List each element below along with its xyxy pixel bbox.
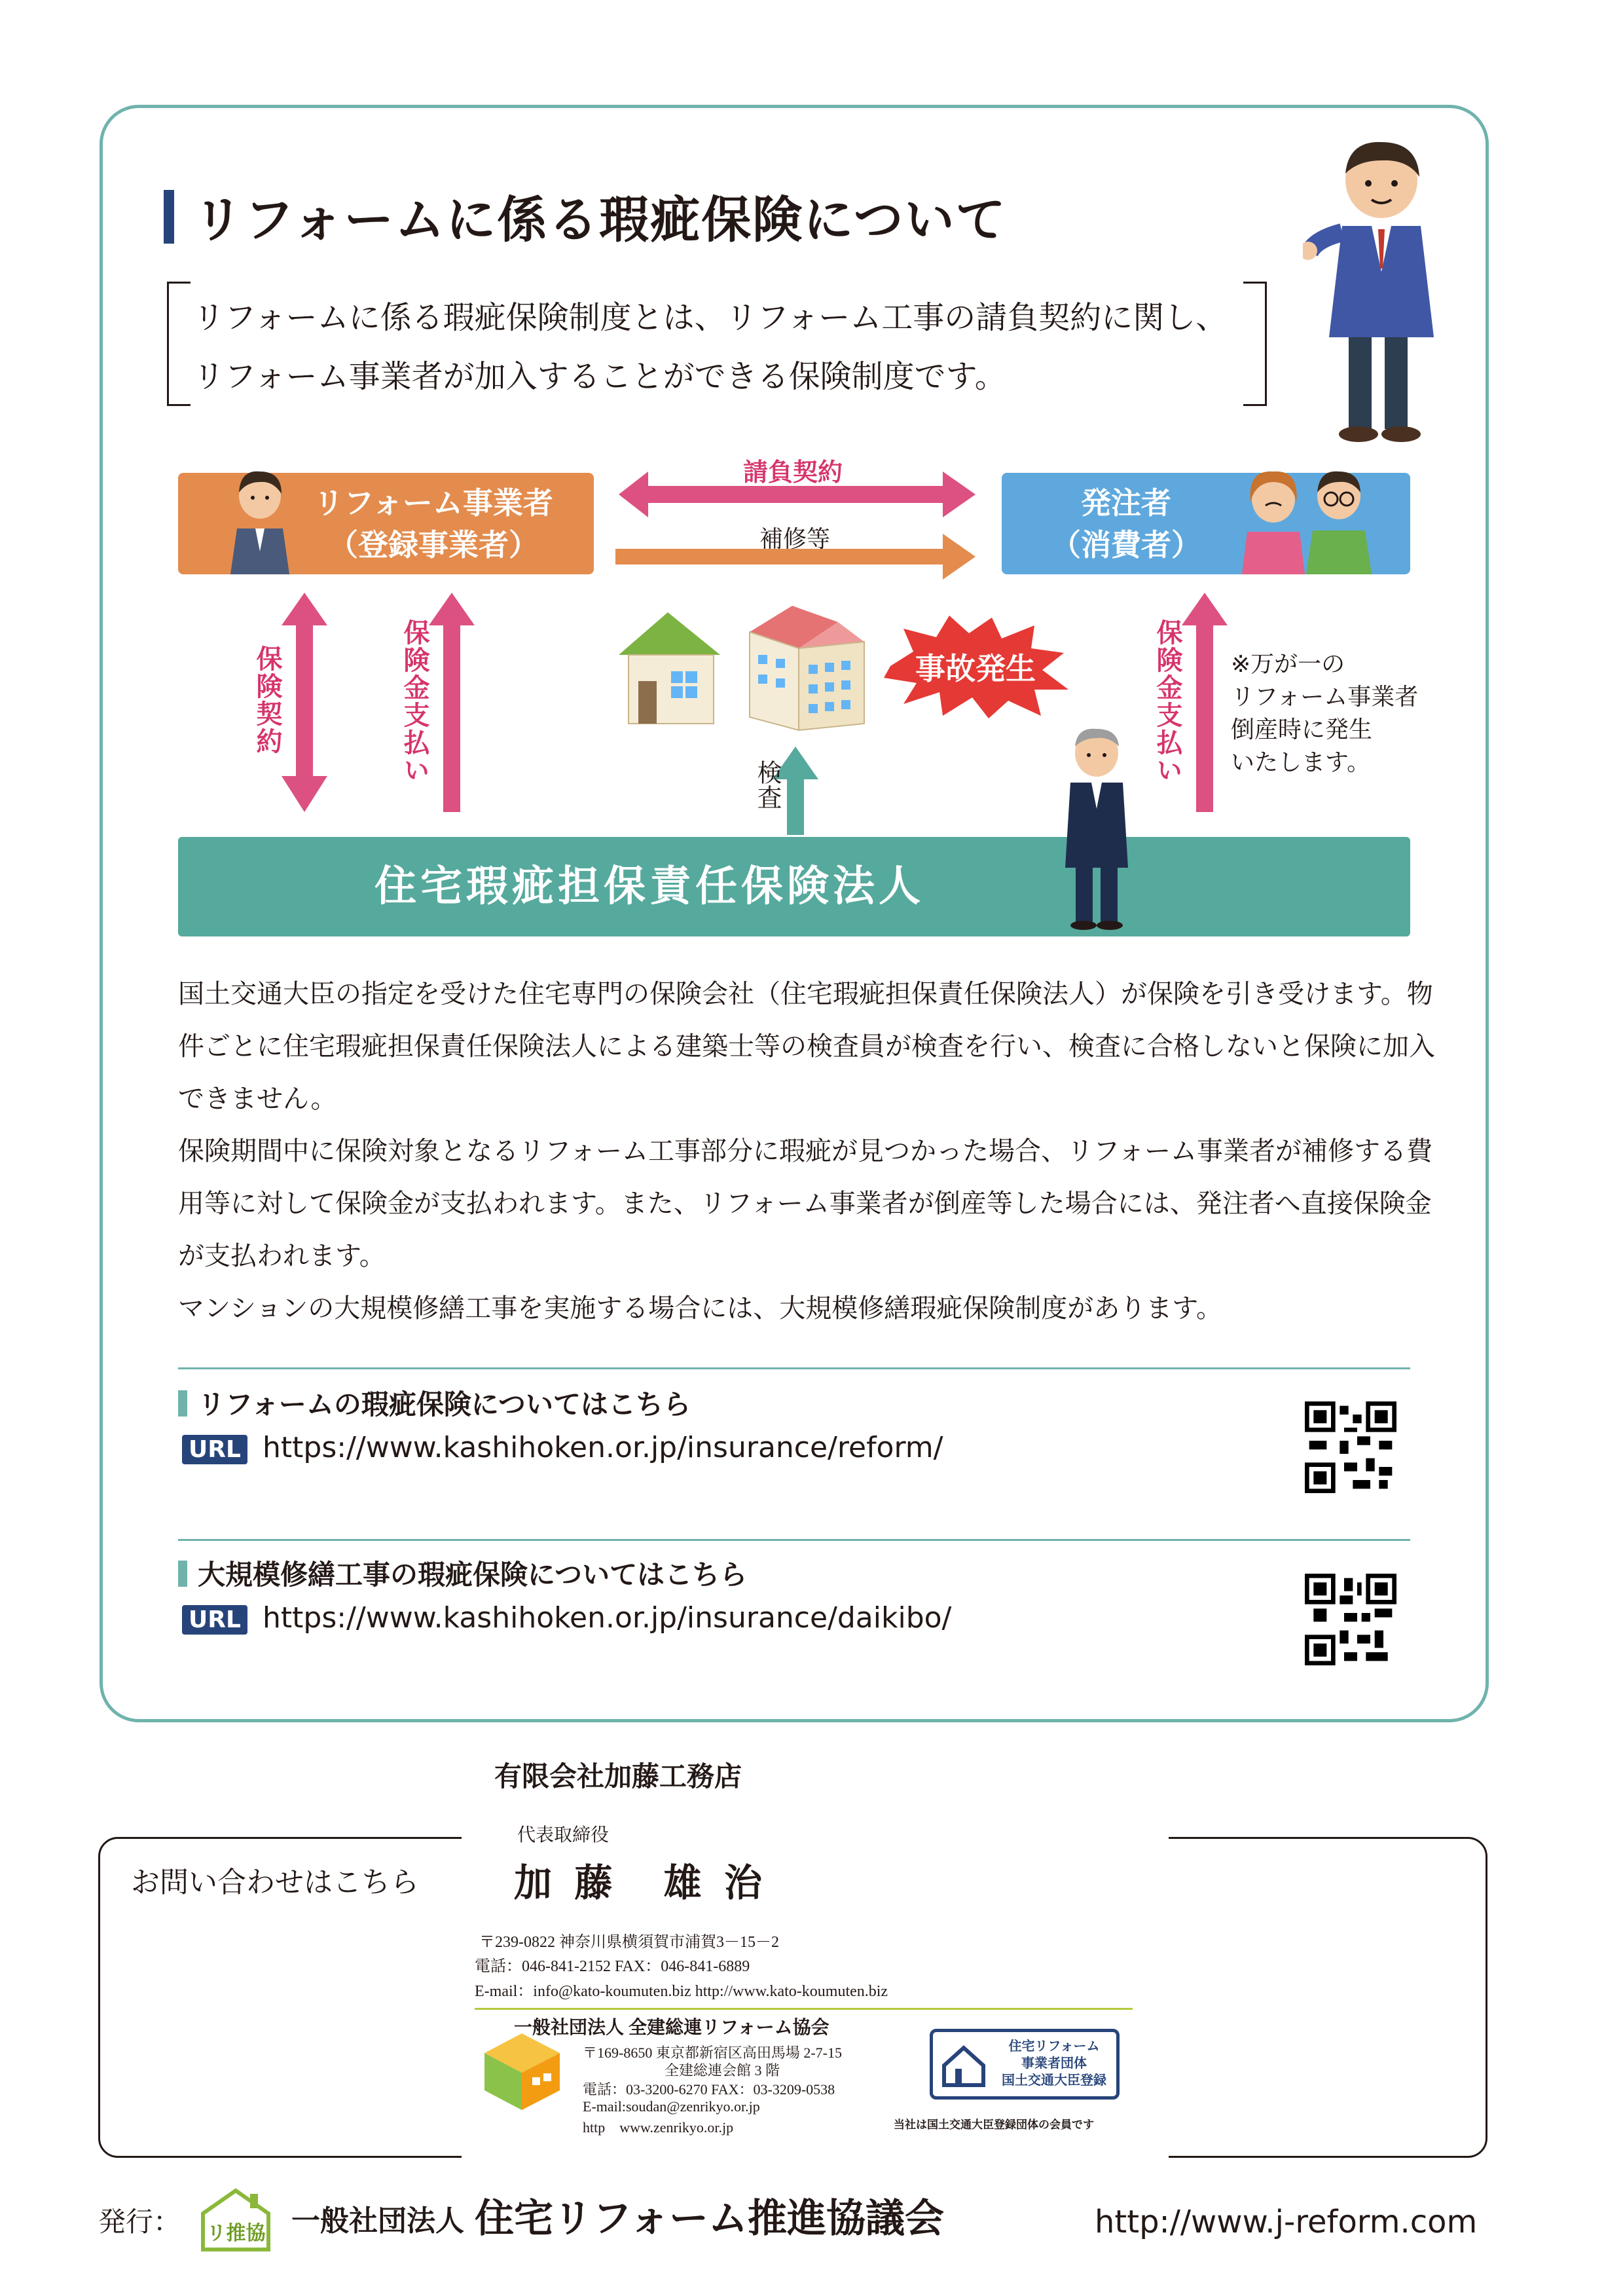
insurance-corporation-label: 住宅瑕疵担保責任保険法人 bbox=[374, 862, 924, 911]
body-paragraph-2: 保険期間中に保険対象となるリフォーム工事部分に瑕疵が見つかった場合、リフォーム事業者が補修する費用等に対して保険金が支払われます。また、リフォーム事業者が倒産等した場合には、発注者へ直接保険金が支払われます。 bbox=[178, 1136, 1432, 1271]
link-mark bbox=[178, 1390, 187, 1416]
registered-group-caption: 当社は国土交通大臣登録団体の会員です bbox=[894, 2119, 1094, 2132]
company-email[interactable]: E-mail：info@kato-koumuten.biz http://www.kato-koumuten.biz bbox=[475, 1983, 888, 2000]
client-line-1: 発注者 bbox=[1081, 485, 1171, 521]
separator-2 bbox=[178, 1539, 1410, 1541]
bankruptcy-note: ※万が一の リフォーム事業者 倒産時に発生 いたします。 bbox=[1231, 651, 1419, 776]
business-card bbox=[462, 1742, 1169, 2161]
url-badge: URL bbox=[182, 1605, 247, 1635]
badge-line-1: 住宅リフォーム bbox=[1008, 2038, 1100, 2054]
association-email[interactable]: E-mail:soudan@zenrikyo.or.jp bbox=[583, 2098, 760, 2115]
contact-label: お問い合わせはこちら bbox=[131, 1866, 419, 1899]
association-cube-logo-icon bbox=[481, 2030, 563, 2112]
link-heading-reform bbox=[178, 1383, 691, 1422]
body-paragraph-1: 国土交通大臣の指定を受けた住宅専門の保険会社（住宅瑕疵担保責任保険法人）が保険を引き受けます。物件ごとに住宅瑕疵担保責任保険法人による建築士等の検査員が検査を行い、検査に合格しないと保険に加入できません。 bbox=[178, 979, 1435, 1114]
body-text bbox=[178, 968, 1435, 1335]
house-outline-icon bbox=[941, 2043, 987, 2088]
accident-label: 事故発生 bbox=[915, 651, 1036, 686]
contract-double-arrow bbox=[619, 472, 976, 517]
payment-label-right: 保険金支払い bbox=[1152, 619, 1182, 784]
body-paragraph-3: マンションの大規模修繕工事を実施する場合には、大規模修繕瑕疵保険制度があります。 bbox=[178, 1293, 1222, 1324]
reform-line-2: （登録事業者） bbox=[328, 527, 539, 563]
url-daikibo-link[interactable]: https://www.kashihoken.or.jp/insurance/daikibo/ bbox=[263, 1601, 952, 1635]
page-title: リフォームに係る瑕疵保険について bbox=[193, 191, 1007, 249]
client-line-2: （消費者） bbox=[1051, 527, 1201, 563]
company-tel: 電話：046-841-2152 FAX：046-841-6889 bbox=[475, 1958, 750, 1975]
payment-arrow-right bbox=[1182, 593, 1228, 812]
intro-line-2: リフォーム事業者が加入することができる保険制度です。 bbox=[193, 358, 1006, 395]
inspector-man-icon bbox=[1057, 724, 1136, 930]
insurance-contract-arrow bbox=[282, 593, 327, 812]
intro-line-1: リフォームに係る瑕疵保険制度とは、リフォーム工事の請負契約に関し、 bbox=[193, 299, 1228, 336]
contact-role: 代表取締役 bbox=[517, 1825, 610, 1845]
rishinkyo-logo-text: リ推協 bbox=[206, 2222, 266, 2245]
insurance-contract-label: 保険契約 bbox=[252, 645, 282, 755]
payment-arrow-left bbox=[429, 593, 475, 812]
badge-line-2: 事業者団体 bbox=[1021, 2055, 1087, 2071]
registered-group-badge bbox=[930, 2029, 1120, 2100]
link-mark bbox=[178, 1561, 187, 1587]
url-reform-link[interactable]: https://www.kashihoken.or.jp/insurance/reform/ bbox=[263, 1431, 943, 1464]
separator-1 bbox=[178, 1367, 1410, 1369]
contact-person-name: 加 藤 雄 治 bbox=[514, 1862, 769, 1904]
reform-line-1: リフォーム事業者 bbox=[314, 485, 553, 521]
badge-line-3: 国土交通大臣登録 bbox=[1002, 2072, 1106, 2088]
link-heading-reform-text: リフォームの瑕疵保険についてはこちら bbox=[198, 1388, 691, 1420]
apartment-building-icon bbox=[746, 602, 867, 733]
qr-code-reform-icon[interactable] bbox=[1305, 1401, 1396, 1493]
association-address-2: 全建総連会館 3 階 bbox=[665, 2062, 780, 2079]
association-name: 一般社団法人 全建総連リフォーム協会 bbox=[514, 2018, 830, 2038]
link-heading-daikibo bbox=[178, 1553, 747, 1593]
issuer-label: 発行： bbox=[98, 2206, 181, 2238]
issuer-website-link[interactable]: http://www.j-reform.com bbox=[1095, 2204, 1478, 2240]
house-icon bbox=[612, 609, 727, 730]
url-row-reform bbox=[182, 1431, 943, 1464]
insurance-corporation-box bbox=[178, 837, 1410, 936]
repair-arrow bbox=[615, 534, 976, 580]
card-divider bbox=[475, 2008, 1133, 2010]
payment-label-left: 保険金支払い bbox=[399, 619, 429, 784]
association-website[interactable]: http www.zenrikyo.or.jp bbox=[583, 2119, 734, 2136]
contract-label: 請負契約 bbox=[743, 458, 843, 487]
association-address-1: 〒169-8650 東京都新宿区高田馬場 2-7-15 bbox=[583, 2045, 842, 2061]
issuer-org-prefix: 一般社団法人 bbox=[291, 2204, 464, 2238]
company-name: 有限会社加藤工務店 bbox=[494, 1762, 742, 1792]
link-heading-daikibo-text: 大規模修繕工事の瑕疵保険についてはこちら bbox=[198, 1559, 748, 1591]
issuer-org-name: 住宅リフォーム推進協議会 bbox=[475, 2196, 944, 2242]
association-tel: 電話：03-3200-6270 FAX：03-3209-0538 bbox=[583, 2081, 835, 2098]
url-row-daikibo bbox=[182, 1601, 951, 1635]
company-address: 〒239-0822 神奈川県横須賀市浦賀3－15－2 bbox=[479, 1934, 779, 1951]
qr-code-daikibo-icon[interactable] bbox=[1305, 1574, 1396, 1665]
inspection-label: 検査 bbox=[753, 760, 782, 809]
registered-group-badge-text bbox=[995, 2037, 1113, 2088]
repair-label: 補修等 bbox=[759, 526, 831, 553]
url-badge: URL bbox=[182, 1435, 247, 1464]
